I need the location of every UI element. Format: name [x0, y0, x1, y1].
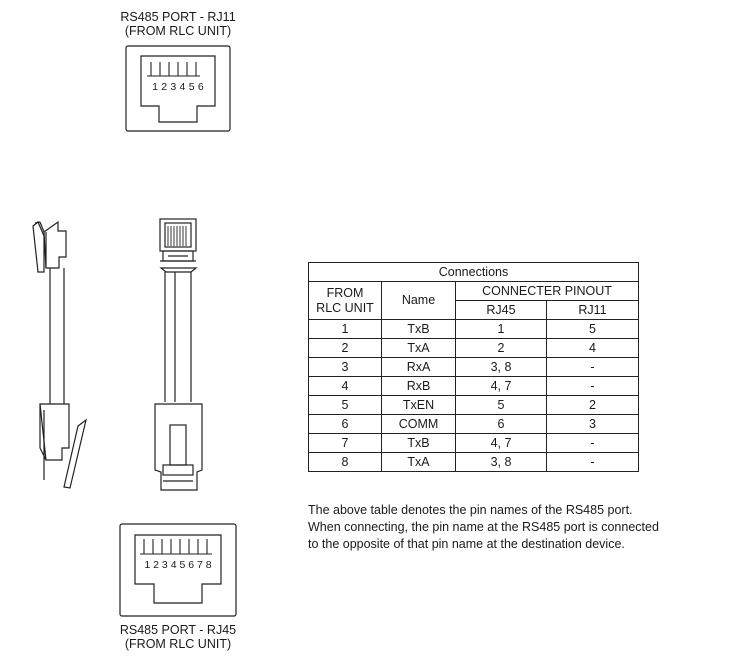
rj45-port-title: [98, 623, 258, 651]
cell-rj45: 5: [456, 396, 547, 415]
cell-rj11: -: [547, 377, 639, 396]
cell-rj11: -: [547, 358, 639, 377]
cell-rj45: 3, 8: [456, 453, 547, 472]
table-row: [309, 434, 639, 453]
cell-rj11: -: [547, 434, 639, 453]
cell-name: TxEN: [382, 396, 456, 415]
col-header-from-line1: FROM: [326, 285, 364, 300]
cell-name: COMM: [382, 415, 456, 434]
cell-rj45: 4, 7: [456, 377, 547, 396]
note-line1: The above table denotes the pin names of the RS485 port.: [308, 503, 633, 517]
cable-side-view: [33, 222, 86, 488]
rj11-title-line1: RS485 PORT - RJ11: [120, 10, 236, 24]
cell-name: TxB: [382, 434, 456, 453]
cell-from: 6: [309, 415, 382, 434]
rj45-contact-pins: [140, 539, 212, 554]
cell-rj45: 1: [456, 320, 547, 339]
rj11-contact-pins: [147, 62, 200, 76]
table-row: [309, 320, 639, 339]
cell-name: TxB: [382, 320, 456, 339]
cell-name: RxB: [382, 377, 456, 396]
table-row: [309, 396, 639, 415]
col-header-name: Name: [382, 282, 456, 320]
rj11-pin-numbers: 1 2 3 4 5 6: [152, 81, 204, 93]
cell-name: TxA: [382, 339, 456, 358]
cell-rj11: 3: [547, 415, 639, 434]
rj45-pin-numbers: 1 2 3 4 5 6 7 8: [144, 559, 212, 571]
cell-rj11: -: [547, 453, 639, 472]
table-row: [309, 415, 639, 434]
note-line3: to the opposite of that pin name at the destination device.: [308, 537, 625, 551]
cell-rj45: 6: [456, 415, 547, 434]
table-note: [308, 502, 728, 553]
table-row: [309, 377, 639, 396]
table-row: [309, 339, 639, 358]
table-row: [309, 453, 639, 472]
cell-rj11: 2: [547, 396, 639, 415]
table-row: [309, 358, 639, 377]
cell-rj11: 4: [547, 339, 639, 358]
note-line2: When connecting, the pin name at the RS485 port is connected: [308, 520, 659, 534]
cell-from: 8: [309, 453, 382, 472]
cell-name: TxA: [382, 453, 456, 472]
cell-rj45: 3, 8: [456, 358, 547, 377]
col-header-pinout: CONNECTER PINOUT: [456, 282, 639, 301]
cell-rj11: 5: [547, 320, 639, 339]
cell-from: 2: [309, 339, 382, 358]
cell-from: 4: [309, 377, 382, 396]
cell-name: RxA: [382, 358, 456, 377]
col-header-from-line2: RLC UNIT: [316, 300, 374, 315]
connections-table: [308, 262, 639, 472]
col-header-rj11: RJ11: [547, 301, 639, 320]
cell-rj45: 4, 7: [456, 434, 547, 453]
cable-front-view: [155, 219, 202, 490]
col-header-rj45: RJ45: [456, 301, 547, 320]
rj45-title-line1: RS485 PORT - RJ45: [119, 623, 237, 637]
cell-from: 3: [309, 358, 382, 377]
cell-from: 5: [309, 396, 382, 415]
table-title: Connections: [309, 263, 639, 282]
rj11-title-line2: (FROM RLC UNIT): [124, 24, 232, 38]
col-header-from: [309, 282, 382, 320]
rj45-title-line2: (FROM RLC UNIT): [124, 637, 232, 651]
cell-rj45: 2: [456, 339, 547, 358]
cell-from: 1: [309, 320, 382, 339]
cell-from: 7: [309, 434, 382, 453]
